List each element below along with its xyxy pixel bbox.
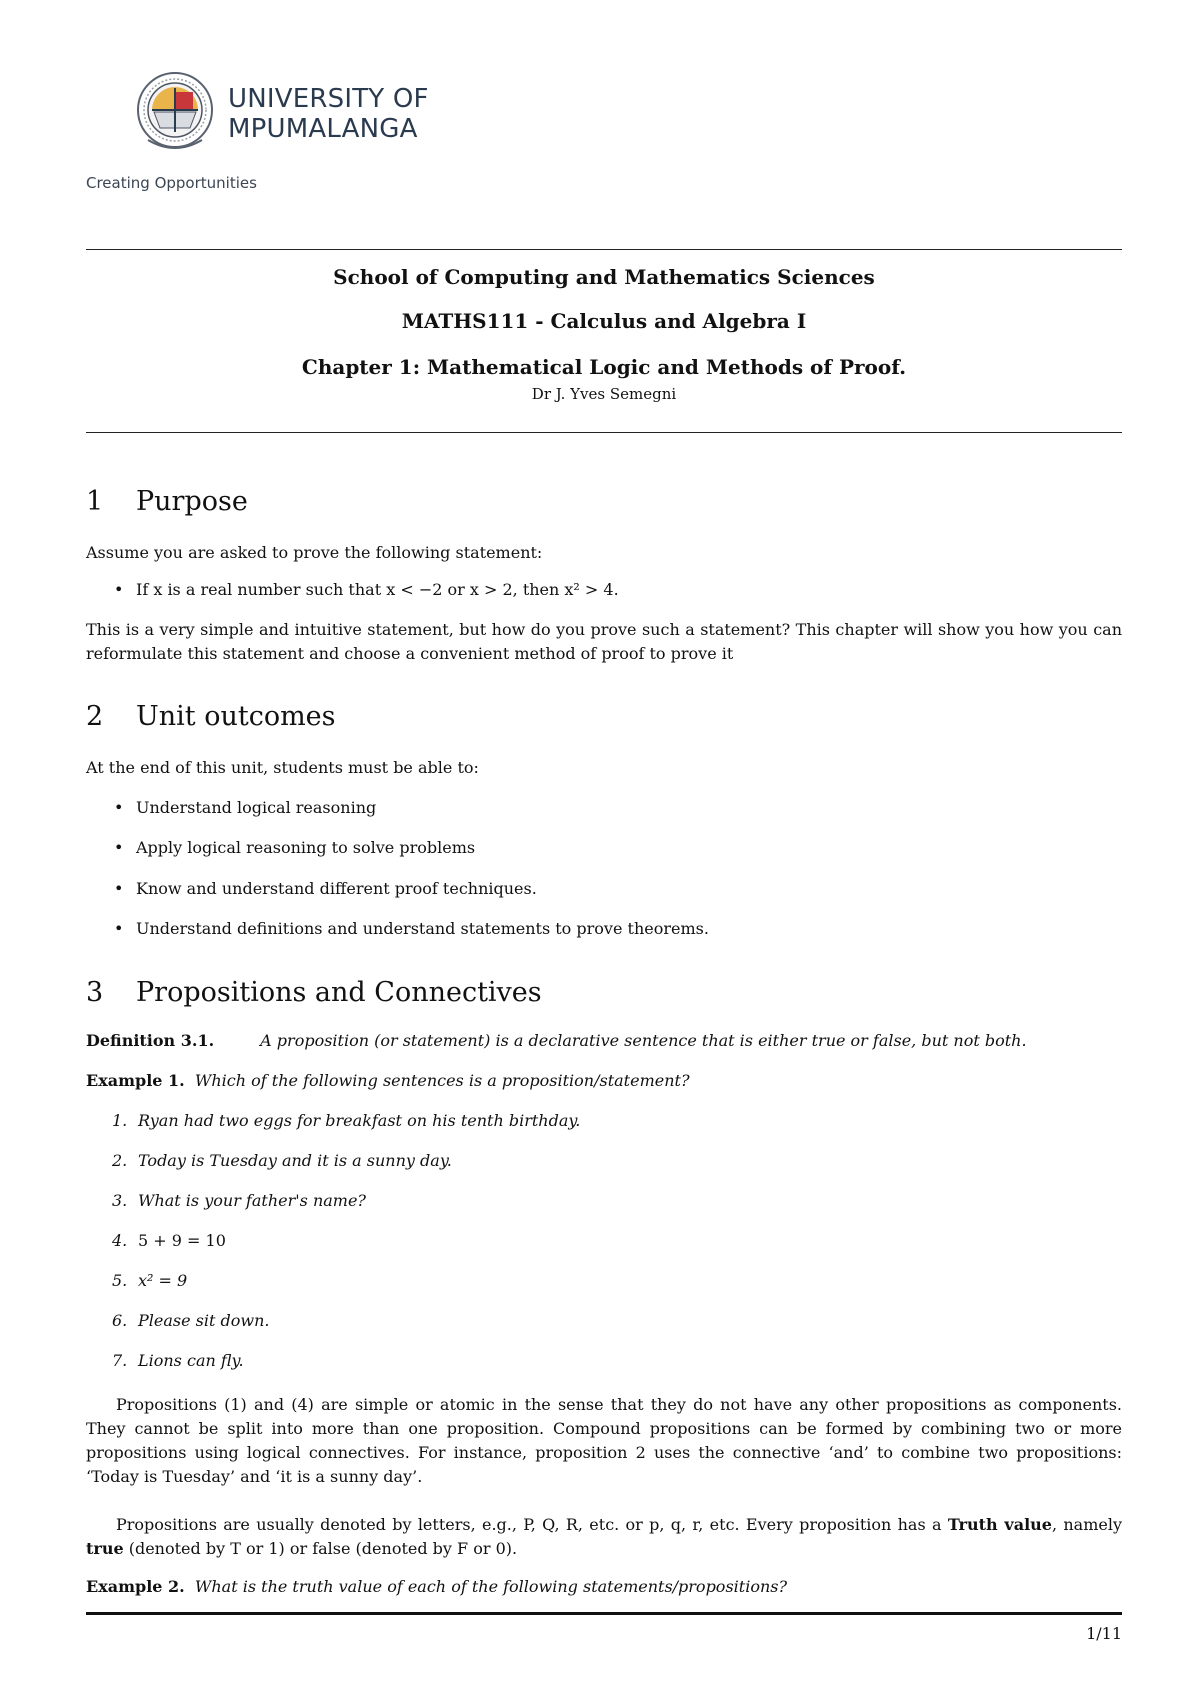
truth-value-term: Truth value	[947, 1515, 1052, 1534]
footer-rule	[86, 1612, 1122, 1615]
item-number: 2.	[112, 1151, 128, 1170]
item-text: Today is Tuesday and it is a sunny day.	[138, 1151, 452, 1170]
atomic-propositions-paragraph: Propositions (1) and (4) are simple or atomic in the sense that they do not have any other propositions as components. They cannot be split into more than one proposition. Compound propositions can be formed by combining two or more propositions using logical connectives. For instance, proposition 2 uses the connective ‘and’ to combine two propositions: ‘Today is Tuesday’ and ‘it is a sunny day’.	[86, 1395, 1122, 1486]
item-text: Lions can fly.	[138, 1351, 244, 1370]
bullet-icon: •	[114, 879, 124, 898]
example-2	[86, 1577, 1122, 1596]
title-block	[86, 265, 1122, 403]
example-2-label: Example 2.	[86, 1577, 185, 1596]
example-2-text: What is the truth value of each of the following statements/propositions?	[194, 1577, 788, 1596]
university-name	[228, 84, 429, 144]
chapter-title: Chapter 1: Mathematical Logic and Methods of Proof.	[301, 355, 907, 379]
outcome-text: Apply logical reasoning to solve problems	[136, 838, 476, 857]
example-1-text: Which of the following sentences is a proposition/statement?	[194, 1071, 690, 1090]
item-number: 6.	[112, 1311, 128, 1330]
header-bottom-rule	[86, 432, 1122, 433]
page-number: 1/11	[1086, 1624, 1122, 1643]
para2-part-c: (denoted by T or 1) or false (denoted by F or 0).	[123, 1539, 518, 1558]
outcome-text: Know and understand different proof techniques.	[136, 879, 537, 898]
bullet-icon: •	[114, 919, 124, 938]
section-3-number: 3	[86, 977, 104, 1008]
section-3-title: Propositions and Connectives	[136, 977, 542, 1008]
section-1-bullet-text: If x is a real number such that x < −2 or x > 2, then x² > 4.	[136, 580, 619, 599]
example-1-label: Example 1.	[86, 1071, 185, 1090]
university-name-line2: MPUMALANGA	[228, 114, 418, 144]
item-text: Ryan had two eggs for breakfast on his tenth birthday.	[138, 1111, 581, 1130]
section-2-number: 2	[86, 701, 104, 732]
section-3-heading	[86, 977, 542, 1008]
header-top-rule	[86, 249, 1122, 250]
example-1	[86, 1071, 1122, 1090]
section-1-number: 1	[86, 486, 104, 517]
item-text: Please sit down.	[138, 1311, 270, 1330]
section-2-title: Unit outcomes	[136, 701, 336, 732]
section-1-paragraph: This is a very simple and intuitive statement, but how do you prove such a statement? This chapter will show you how you can reformulate this statement and choose a convenient method of proof to prove it	[86, 620, 1122, 663]
author-name: Dr J. Yves Semegni	[531, 385, 677, 403]
section-1-heading	[86, 486, 248, 517]
section-1-intro: Assume you are asked to prove the following statement:	[86, 543, 543, 562]
outcome-text: Understand definitions and understand statements to prove theorems.	[136, 919, 709, 938]
bullet-icon: •	[114, 838, 124, 857]
truth-value-paragraph	[86, 1513, 1122, 1561]
true-term: true	[86, 1539, 124, 1558]
university-name-line1: UNIVERSITY OF	[228, 84, 429, 114]
item-number: 4.	[112, 1231, 128, 1250]
university-tagline: Creating Opportunities	[86, 174, 257, 192]
item-number: 7.	[112, 1351, 128, 1370]
university-crest-icon	[134, 70, 216, 156]
item-number: 3.	[112, 1191, 128, 1210]
item-text: x² = 9	[138, 1271, 188, 1290]
definition-3-1	[86, 1031, 1122, 1050]
item-text: 5 + 9 = 10	[138, 1231, 226, 1250]
section-1-title: Purpose	[136, 486, 248, 517]
para2-part-b: , namely	[1051, 1515, 1123, 1534]
para2-part-a: Propositions are usually denoted by letters, e.g., P, Q, R, etc. or p, q, r, etc. Every proposition has a	[116, 1515, 948, 1534]
section-2-intro: At the end of this unit, students must be able to:	[86, 758, 479, 777]
definition-label: Definition 3.1.	[86, 1031, 215, 1050]
course-name: MATHS111 - Calculus and Algebra I	[401, 309, 807, 333]
section-2-heading	[86, 701, 336, 732]
item-text: What is your father's name?	[138, 1191, 366, 1210]
university-logo	[86, 70, 446, 200]
school-name: School of Computing and Mathematics Sciences	[333, 265, 875, 289]
item-number: 5.	[112, 1271, 128, 1290]
bullet-icon: •	[114, 580, 124, 599]
outcome-text: Understand logical reasoning	[136, 798, 377, 817]
definition-text: A proposition (or statement) is a declarative sentence that is either true or false, but not both.	[260, 1031, 1027, 1050]
bullet-icon: •	[114, 798, 124, 817]
item-number: 1.	[112, 1111, 128, 1130]
